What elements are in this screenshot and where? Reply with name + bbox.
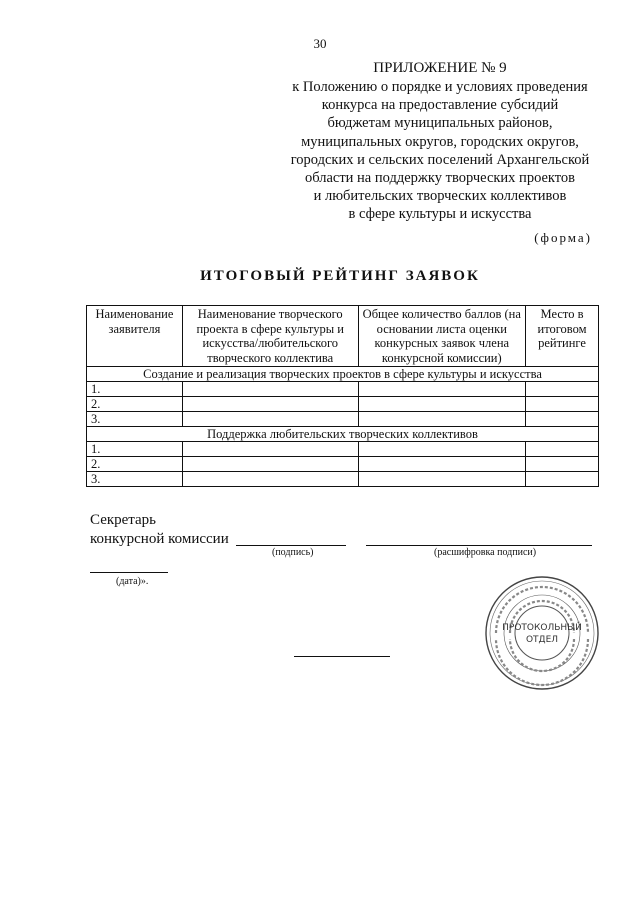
table-cell: [182, 382, 358, 397]
table-cell: [526, 382, 599, 397]
appendix-line: конкурса на предоставление субсидий: [321, 97, 559, 114]
table-cell: [526, 412, 599, 427]
section-row: [87, 367, 599, 382]
row-number: 1.: [87, 442, 183, 457]
appendix-line: к Положению о порядке и условиях проведения: [292, 79, 588, 95]
row-number: 2.: [87, 397, 183, 412]
appendix-title: ПРИЛОЖЕНИЕ № 9: [373, 60, 507, 76]
header-place: Место в итоговом рейтинге: [526, 306, 599, 367]
appendix-line: области на поддержку творческих проектов: [304, 170, 576, 187]
table-cell: [358, 457, 526, 472]
decode-line: [366, 545, 592, 546]
table-cell: [358, 397, 526, 412]
table-cell: [358, 472, 526, 487]
secretary-label: Секретарь: [90, 512, 157, 528]
row-number: 3.: [87, 412, 183, 427]
table-row: [87, 397, 599, 412]
document-title: ИТОГОВЫЙ РЕЙТИНГ ЗАЯВОК: [200, 268, 480, 284]
appendix-line: в сфере культуры и искусства: [348, 206, 532, 223]
commission-label: конкурсной комиссии: [90, 531, 229, 547]
table-cell: [182, 412, 358, 427]
header-project: Наименование творческого проекта в сфере культуры и искусства/любительского творческого коллектива: [182, 306, 358, 367]
appendix-line: городских и сельских поселений Архангельской: [290, 151, 590, 168]
header-score: Общее количество баллов (на основании листа оценки конкурсных заявок члена конкурсной комиссии): [358, 306, 526, 367]
table-cell: [358, 412, 526, 427]
table-cell: [182, 457, 358, 472]
table-cell: [526, 457, 599, 472]
table-row: [87, 472, 599, 487]
row-number: 3.: [87, 472, 183, 487]
stamp-text-line1: ПРОТОКОЛЬНЫЙ: [502, 623, 582, 633]
section-row: [87, 427, 599, 442]
header-applicant: Наименование заявителя: [87, 306, 183, 367]
appendix-line: и любительских творческих коллективов: [313, 188, 567, 205]
table-cell: [182, 472, 358, 487]
table-row: [87, 382, 599, 397]
table-cell: [526, 397, 599, 412]
date-caption: (дата)».: [116, 576, 149, 587]
form-label: (форма): [534, 230, 592, 245]
table-cell: [358, 382, 526, 397]
stamp-text-line2: ОТДЕЛ: [525, 635, 559, 645]
appendix-text: [270, 78, 610, 224]
table-cell: [358, 442, 526, 457]
appendix-line: бюджетам муниципальных районов,: [327, 115, 553, 132]
table-row: [87, 442, 599, 457]
table-cell: [526, 442, 599, 457]
page-number: 30: [313, 36, 327, 51]
table-cell: [526, 472, 599, 487]
rating-table: [86, 305, 599, 487]
date-line: [90, 572, 168, 573]
row-number: 2.: [87, 457, 183, 472]
section-title: Поддержка любительских творческих коллективов: [87, 427, 599, 442]
table-cell: [182, 397, 358, 412]
row-number: 1.: [87, 382, 183, 397]
section-title: Создание и реализация творческих проектов в сфере культуры и искусства: [87, 367, 599, 382]
table-header-row: [87, 306, 599, 367]
decode-caption: (расшифровка подписи): [434, 547, 537, 558]
official-stamp: [484, 575, 600, 691]
table-cell: [182, 442, 358, 457]
signature-caption: (подпись): [272, 547, 314, 558]
table-row: [87, 412, 599, 427]
table-row: [87, 457, 599, 472]
signature-line: [236, 545, 346, 546]
separator-line: [294, 656, 390, 657]
appendix-line: муниципальных округов, городских округов,: [301, 133, 579, 150]
stamp-graphic: [484, 575, 600, 691]
